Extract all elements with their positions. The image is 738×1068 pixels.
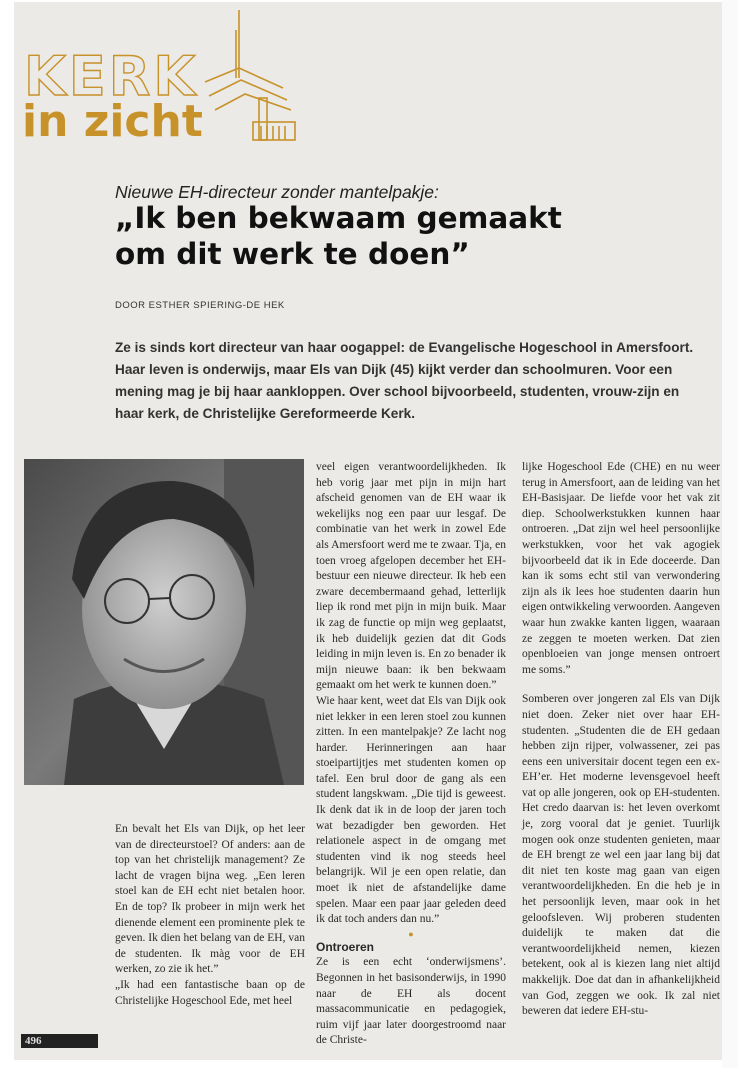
paragraph: veel eigen verantwoordelijkheden. Ik heb vorig jaar met pijn in mijn hart afscheid genomen van de EH waar ik wekelijks nog een paar uur lesgaf. De combinatie van het werk in zowel Ede als Amersfoort werd me te zwaar. Tja, en toen vroeg afgelopen december het EH-bestuur een nieuwe directeur. Ik heb een zware decembermaand gehad, letterlijk liep ik rond met pijn in mijn buik. Maar ik zag de functie op mijn weg geplaatst, ik heb duidelijk gezien dat dit Gods leiding in mijn leven is. En zo benader ik mijn nieuwe baan: ik ben bekwaam gemaakt om het werk te kunnen doen.” — [316, 461, 506, 692]
paragraph: Somberen over jongeren zal Els van Dijk niet doen. Zeker niet over haar EH-studenten. „Studenten die de EH gedaan hebben zijn rijper, volwassener, zei pas eens een universitair docent tegen een ex-EH’er. Het moderne levensgevoel heeft vat op alle jongeren, ook op EH-studenten. Het credo daarvan is: het leven overkomt je, zorg vooral dat je geniet. Tuurlijk mogen ook onze studenten genieten, maar de EH brengt ze wel een jaar lang bij dat dit niet ten koste mag gaan van eigen verantwoordelijkheden. En die heb je in het persoonlijk leven, maar ook in het geloofsleven. Wij proberen studenten duidelijk te maken dat die verantwoordelijkheid nemen, kiezen betekent, ook al is kiezen lang niet altijd makkelijk. Doe dat dan in afhankelijkheid van God, zeggen we ook. Ik zal niet beweren dat iedere EH-stu- — [522, 693, 720, 1018]
headline-line-1: „Ik ben bekwaam gemaakt — [115, 201, 562, 235]
church-tower-icon — [195, 10, 305, 145]
paragraph: lijke Hogeschool Ede (CHE) en nu weer terug in Amersfoort, aan de leiding van het EH-Basisjaar. De liefde voor het vak zit diep. Schoolwerkstukken kunnen haar ontroeren. „Dat zijn wel heel persoonlijke werkstukken, voor het vak agogiek bijvoorbeeld dat ik in Ede doceerde. Dan kan ik soms echt stil van verwondering zijn als ik lees hoe studenten daarin hun eigen ontwikkeling verwoorden. Aangeven waar hun zwakke kanten liggen, waaraan ze zeggen te moeten werken. Dat zien openbloeien van jonge mensen ontroert me soms.” — [522, 461, 720, 676]
section-logo-in-zicht: in zicht — [22, 96, 203, 147]
paragraph: Ze is een echt ‘onderwijsmens’. Begonnen in het basisonderwijs, in 1990 naar de EH als docent massacommunicatie en pedagogiek, ruim vijf jaar later doorgestroomd naar de Christe- — [316, 956, 506, 1047]
paragraph: Wie haar kent, weet dat Els van Dijk ook niet lekker in een leren stoel zou kunnen zitten. In een mantelpakje? Ze lacht nog harder. Herinneringen aan haar stoeipartijtjes met studenten komen op tafel. Een brul door de gang als een student langskwam. „Die tijd is geweest. Ik denk dat ik in de loop der jaren toch wat bezadigder ben geworden. Het relationele aspect in de omgang met studenten vind ik nog steeds heel belangrijk. Wil je een open relatie, dan moet ik niet de afstandelijke dame spelen. Maar een paar jaar geleden deed ik dat toch anders dan nu.” — [316, 694, 506, 926]
text-column-1 — [115, 822, 305, 1009]
article-subtitle: Nieuwe EH-directeur zonder mantelpakje: — [115, 182, 439, 202]
text-column-2 — [316, 460, 506, 1049]
article-intro: Ze is sinds kort directeur van haar oogappel: de Evangelische Hogeschool in Amersfoort. Haar leven is onderwijs, maar Els van Dijk (45) kijkt verder dan schoolmuren. Voor een mening mag je bij haar aankloppen. Over school bijvoorbeeld, studenten, vrouw-zijn en haar kerk, de Christelijke Gereformeerde Kerk. — [115, 340, 694, 421]
portrait-photo — [24, 459, 304, 785]
article-headline — [115, 200, 675, 272]
section-logo-kerk: KERK — [24, 45, 199, 108]
subheading-ontroeren: Ontroeren — [316, 939, 375, 954]
paragraph: En bevalt het Els van Dijk, op het leer van de directeurstoel? Of anders: aan de top van het christelijk management? Ze lacht de vragen bijna weg. „Een leren stoel kan de EH echt niet betalen hoor. En de top? Ik probeer in mijn werk het dienende element een prominente plek te geven. Ik dien het belang van de EH, van de studenten. Ik màg voor de EH werken, zo zie ik het.” — [115, 823, 305, 976]
headline-line-2: om dit werk te doen” — [115, 237, 470, 271]
page-edge — [722, 0, 738, 1068]
section-bullet-icon: ● — [408, 928, 414, 939]
paragraph: „Ik had een fantastische baan op de Christelijke Hogeschool Ede, met heel — [115, 978, 305, 1007]
article-byline: DOOR ESTHER SPIERING-DE HEK — [115, 300, 285, 311]
portrait-illustration — [24, 459, 304, 785]
text-column-3 — [522, 460, 720, 1020]
page-number: 496 — [21, 1034, 98, 1048]
